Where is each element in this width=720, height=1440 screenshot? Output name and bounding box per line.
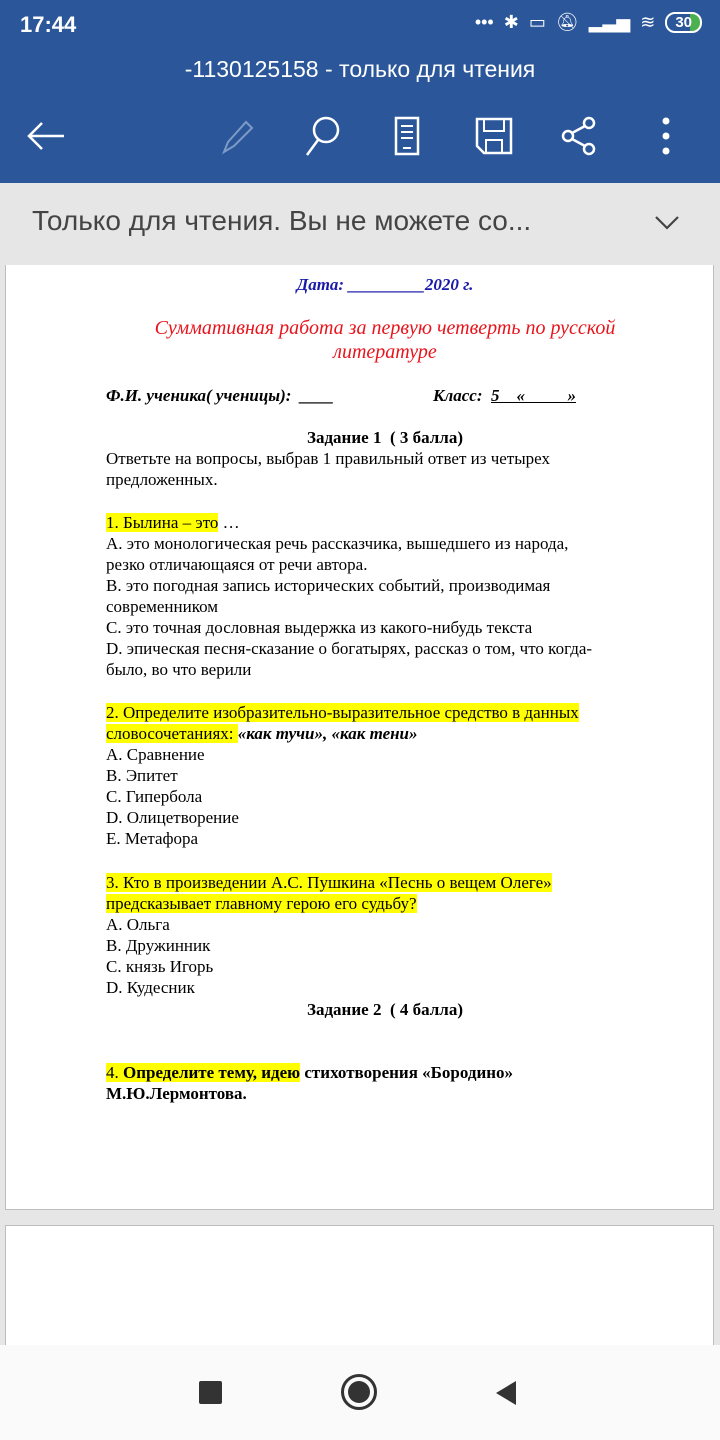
read-only-banner[interactable]	[0, 183, 720, 265]
task-1-instructions: Ответьте на вопросы, выбрав 1 правильный ответ из четырех предложенных.	[106, 449, 550, 489]
task-1-heading: Задание 1 ( 3 балла)	[306, 428, 463, 447]
chevron-down-icon[interactable]	[654, 209, 680, 235]
more-vertical-icon	[660, 116, 672, 156]
question-1: 1. Былина – это … A. это монологическая речь рассказчика, вышедшего из народа, резко отличающаяся от речи автора. B. это погодная запись исторических событий, производимая современником C. это точная дословная выдержка из какого-нибудь текста D. эпическая песня-сказание о богатырях, рассказ о том, что когда- было, во что верили	[106, 513, 593, 679]
signal-icon: ▂▃▅	[588, 12, 631, 32]
student-name-line: Ф.И. ученика( ученицы): ____	[106, 386, 334, 405]
share-icon	[559, 116, 599, 156]
battery-icon: 30	[665, 12, 702, 33]
doc-title: Суммативная работа за первую четверть по русской литературе	[154, 317, 616, 363]
more-options-button[interactable]	[642, 112, 690, 160]
question-4: 4. Определите тему, идею стихотворения «Бородино» М.Ю.Лермонтова.	[106, 1063, 514, 1103]
back-nav-icon[interactable]	[494, 1379, 518, 1407]
mobile-view-button[interactable]	[383, 112, 431, 160]
document-page-2	[5, 1225, 714, 1355]
banner-text: Только для чтения. Вы не можете со...	[32, 205, 532, 236]
recents-button[interactable]	[199, 1381, 222, 1404]
document-title: -1130125158 - только для чтения	[184, 56, 536, 82]
back-button[interactable]	[22, 112, 70, 160]
app-bar	[0, 0, 720, 183]
vibrate-icon: ▭	[528, 12, 546, 32]
search-icon	[302, 114, 342, 158]
search-button[interactable]	[298, 112, 346, 160]
mobile-view-icon	[392, 116, 422, 156]
date-line: Дата: _________2020 г.	[296, 275, 474, 294]
home-button[interactable]	[341, 1374, 377, 1410]
status-icons	[475, 12, 702, 33]
back-arrow-icon	[26, 121, 66, 151]
question-3: 3. Кто в произведении А.С. Пушкина «Песнь о вещем Олеге» предсказывает главному герою его судьбу? A. Ольга B. Дружинник C. князь Игорь D. Кудесник	[106, 873, 552, 997]
question-2: 2. Определите изобразительно-выразительное средство в данных словосочетаниях: «как тучи», «как тени» A. Сравнение B. Эпитет C. Гипербола D. Олицетворение E. Метафора	[106, 703, 579, 848]
more-notifications-icon: •••	[474, 12, 494, 32]
pencil-icon	[216, 116, 256, 156]
navigation-bar	[0, 1345, 720, 1440]
edit-button[interactable]	[212, 112, 260, 160]
task-2-heading: Задание 2 ( 4 балла)	[306, 1000, 463, 1019]
wifi-icon: ≋	[640, 12, 656, 32]
bluetooth-icon: ✱	[503, 12, 519, 32]
save-icon	[474, 116, 514, 156]
share-button[interactable]	[555, 112, 603, 160]
class-line: Класс: 5 « »	[433, 386, 577, 405]
mute-bell-icon: 🔕︎	[555, 12, 579, 32]
status-time: 17:44	[20, 12, 77, 37]
save-button[interactable]	[470, 112, 518, 160]
